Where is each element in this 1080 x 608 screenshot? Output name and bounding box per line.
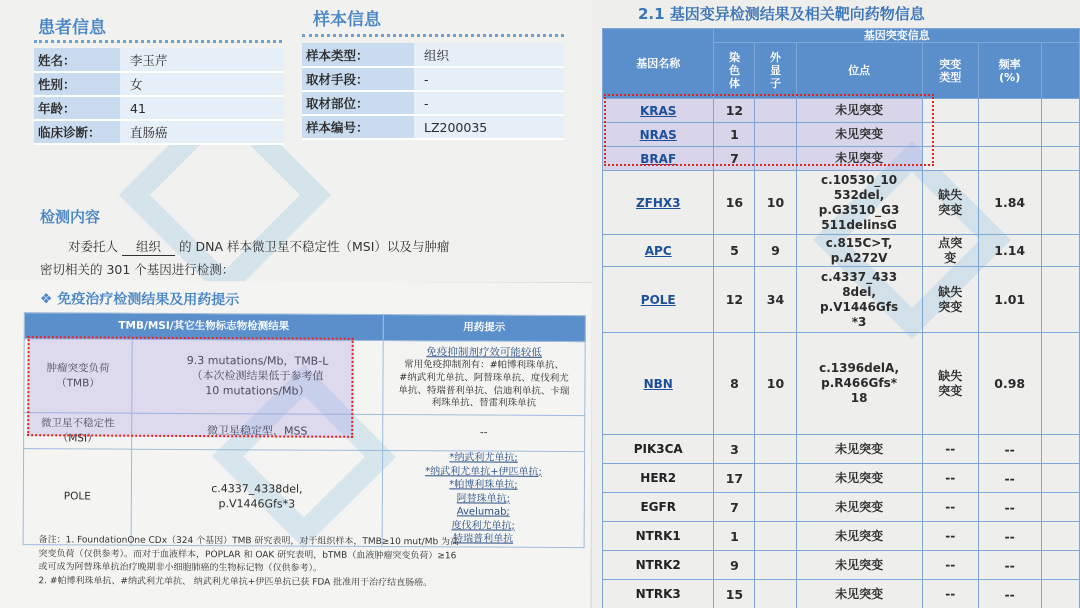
col-extra xyxy=(1041,43,1079,99)
drug-item: *纳武利尤单抗+伊匹单抗; xyxy=(425,465,542,478)
gene-frequency: -- xyxy=(978,580,1041,608)
gene-extra xyxy=(1041,522,1079,551)
gene-exon xyxy=(755,435,796,464)
sample-label: 取材部位： xyxy=(302,91,414,115)
note-line: 备注：1. FoundationOne CDx（324 个基因）TMB 研究表明，对于组织样本，TMB≥10 mut/Mb 为高 xyxy=(38,535,460,548)
sample-label: 样本类型： xyxy=(302,43,414,67)
table-row xyxy=(603,551,1080,580)
pole-drug-list xyxy=(382,451,584,548)
patient-label: 性别： xyxy=(34,72,120,96)
gene-name: POLE xyxy=(603,267,714,333)
patient-info-table xyxy=(34,48,284,145)
gene-variant-panel xyxy=(592,0,1080,608)
gene-chr: 15 xyxy=(714,580,755,608)
ras-braf-highlight xyxy=(604,94,934,166)
gene-chr: 7 xyxy=(714,493,755,522)
gene-extra xyxy=(1041,580,1079,608)
patient-label: 临床诊断： xyxy=(34,120,120,144)
gene-chr: 5 xyxy=(714,235,755,267)
gene-extra xyxy=(1041,435,1079,464)
tmb-hint xyxy=(383,341,585,416)
gene-type: -- xyxy=(922,493,978,522)
immune-section-title: ❖ 免疫治疗检测结果及用药提示 xyxy=(39,291,240,309)
table-row xyxy=(603,333,1080,435)
col-exon: 外 显 子 xyxy=(755,43,796,99)
detection-line-2: 密切相关的 301 个基因进行检测： xyxy=(40,262,235,277)
gene-position: 未见突变 xyxy=(796,99,922,123)
gene-frequency: 1.01 xyxy=(978,267,1041,333)
patient-value: 李玉芹 xyxy=(120,48,284,72)
gene-name: ZFHX3 xyxy=(603,171,714,235)
tmb-hint-title: 免疫抑制剂疗效可能较低 xyxy=(426,346,542,359)
patient-label: 年龄： xyxy=(34,96,120,120)
msi-hint: -- xyxy=(383,415,585,452)
gene-chr: 1 xyxy=(714,123,755,147)
patient-value: 41 xyxy=(120,96,284,120)
patient-label: 姓名： xyxy=(34,48,120,72)
col-position: 位点 xyxy=(796,43,922,99)
gene-type: 缺失 突变 xyxy=(922,267,978,333)
gene-name: KRAS xyxy=(603,99,714,123)
immune-therapy-panel xyxy=(0,280,592,608)
msi-label: 微卫星不稳定性 （MSI） xyxy=(24,413,132,450)
gene-position: 未见突变 xyxy=(796,123,922,147)
gene-position: 未见突变 xyxy=(796,551,922,580)
table-row xyxy=(603,267,1080,333)
gene-position: c.10530_10 532del, p.G3510_G3 511delinsG xyxy=(796,171,922,235)
drug-item: 度伐利尤单抗; xyxy=(451,519,515,532)
sample-value: - xyxy=(414,67,564,91)
gene-name: PIK3CA xyxy=(603,435,714,464)
gene-exon: 9 xyxy=(755,235,796,267)
gene-chr: 3 xyxy=(714,435,755,464)
gene-exon: 10 xyxy=(755,171,796,235)
patient-value: 直肠癌 xyxy=(120,120,284,144)
gene-name: NTRK1 xyxy=(603,522,714,551)
gene-position: 未见突变 xyxy=(796,580,922,608)
gene-extra xyxy=(1041,464,1079,493)
gene-frequency xyxy=(978,123,1041,147)
gene-position: c.4337_433 8del, p.V1446Gfs *3 xyxy=(796,267,922,333)
gene-frequency xyxy=(978,99,1041,123)
gene-extra xyxy=(1041,99,1079,123)
pole-label: POLE xyxy=(23,449,131,545)
note-line: 突变负荷（仅供参考）。而对于血液样本，POPLAR 和 OAK 研究表明，bTMB（血液肿瘤突变负荷）≥16 xyxy=(38,548,457,561)
detection-text: 的 DNA 样本微卫星不稳定性（MSI）以及与肿瘤 xyxy=(179,239,450,254)
tmb-result: 9.3 mutations/Mb，TMB-L （本次检测结果低于参考值 10 mutations/Mb） xyxy=(132,339,383,414)
gene-table-title: 2.1 基因变异检测结果及相关靶向药物信息 xyxy=(638,5,925,23)
gene-chr: 9 xyxy=(714,551,755,580)
table-row xyxy=(603,580,1080,608)
gene-exon xyxy=(755,580,796,608)
sample-value: - xyxy=(414,91,564,115)
col-frequency: 频率 (%) xyxy=(978,43,1041,99)
gene-chr: 16 xyxy=(714,171,755,235)
gene-exon: 10 xyxy=(755,333,796,435)
immune-header-biomarker: TMB/MSI/其它生物标志物检测结果 xyxy=(24,313,383,341)
gene-type: -- xyxy=(922,464,978,493)
gene-exon xyxy=(755,522,796,551)
pole-result: c.4337_4338del, p.V1446Gfs*3 xyxy=(131,449,382,546)
gene-type: -- xyxy=(922,580,978,608)
gene-type: -- xyxy=(922,435,978,464)
gene-exon xyxy=(755,493,796,522)
gene-extra xyxy=(1041,235,1079,267)
gene-position: 未见突变 xyxy=(796,493,922,522)
gene-name: NTRK2 xyxy=(603,551,714,580)
gene-frequency: 1.84 xyxy=(978,171,1041,235)
gene-frequency: -- xyxy=(978,464,1041,493)
gene-type: -- xyxy=(922,522,978,551)
msi-result: 微卫星稳定型，MSS xyxy=(132,413,383,450)
gene-extra xyxy=(1041,147,1079,171)
gene-frequency: 0.98 xyxy=(978,333,1041,435)
immune-note xyxy=(38,534,578,591)
detection-line-1 xyxy=(68,237,449,256)
gene-extra xyxy=(1041,551,1079,580)
gene-extra xyxy=(1041,333,1079,435)
gene-extra xyxy=(1041,267,1079,333)
gene-position: 未见突变 xyxy=(796,435,922,464)
gene-exon: 34 xyxy=(755,267,796,333)
gene-info-group-header: 基因突变信息 xyxy=(714,29,1080,43)
gene-name: HER2 xyxy=(603,464,714,493)
table-row xyxy=(603,493,1080,522)
drug-item: Avelumab; xyxy=(456,506,510,518)
gene-name: APC xyxy=(603,235,714,267)
gene-exon xyxy=(755,551,796,580)
gene-position: c.815C>T, p.A272V xyxy=(796,235,922,267)
gene-position: c.1396delA, p.R466Gfs* 18 xyxy=(796,333,922,435)
sample-info-table xyxy=(302,43,564,140)
gene-chr: 12 xyxy=(714,267,755,333)
col-mutation-type: 突变 类型 xyxy=(922,43,978,99)
gene-frequency: -- xyxy=(978,493,1041,522)
detection-text: 对委托人 xyxy=(68,239,119,254)
gene-position: 未见突变 xyxy=(796,147,922,171)
sample-section-title: 样本信息 xyxy=(313,10,381,30)
gene-extra xyxy=(1041,123,1079,147)
gene-chr: 12 xyxy=(714,99,755,123)
gene-type: 缺失 突变 xyxy=(922,333,978,435)
gene-type: 缺失 突变 xyxy=(922,171,978,235)
tmb-hint-body: 常用免疫抑制剂有：#帕博利珠单抗、 #纳武利尤单抗、阿替珠单抗、度伐利尤 单抗、特瑞普利单抗、信迪利单抗、卡瑞 利珠单抗、替雷利珠单抗 xyxy=(398,359,570,410)
gene-name: NRAS xyxy=(603,123,714,147)
drug-item: 特瑞普利单抗 xyxy=(453,533,514,545)
drug-item: *纳武利尤单抗; xyxy=(449,452,518,464)
table-row xyxy=(603,235,1080,267)
gene-chr: 7 xyxy=(714,147,755,171)
note-line: 2. #帕博利珠单抗、#纳武利尤单抗、 纳武利尤单抗+伊匹单抗已获 FDA 批准用于治疗结直肠癌。 xyxy=(38,575,433,588)
gene-chr: 1 xyxy=(714,522,755,551)
drug-item: 阿替珠单抗; xyxy=(456,492,511,505)
sample-value: 组织 xyxy=(414,43,564,67)
sample-label: 取材手段： xyxy=(302,67,414,91)
gene-position: 未见突变 xyxy=(796,464,922,493)
patient-section-title: 患者信息 xyxy=(38,18,106,38)
gene-chr: 17 xyxy=(714,464,755,493)
sample-label: 样本编号： xyxy=(302,115,414,139)
table-row xyxy=(603,171,1080,235)
gene-frequency: 1.14 xyxy=(978,235,1041,267)
immune-header-hint: 用药提示 xyxy=(383,315,585,342)
gene-frequency: -- xyxy=(978,435,1041,464)
gene-extra xyxy=(1041,171,1079,235)
gene-frequency xyxy=(978,147,1041,171)
gene-frequency: -- xyxy=(978,551,1041,580)
gene-chr: 8 xyxy=(714,333,755,435)
detection-section-title: 检测内容 xyxy=(40,208,101,226)
gene-exon xyxy=(755,464,796,493)
gene-name: NTRK3 xyxy=(603,580,714,608)
drug-item: *帕博利珠单抗; xyxy=(449,479,518,491)
note-line: 或可成为阿替珠单抗治疗晚期非小细胞肺癌的生物标记物（仅供参考）。 xyxy=(38,562,323,574)
table-row xyxy=(603,522,1080,551)
table-row xyxy=(603,464,1080,493)
gene-frequency: -- xyxy=(978,522,1041,551)
gene-name: EGFR xyxy=(603,493,714,522)
patient-divider xyxy=(34,40,282,43)
tmb-msi-highlight xyxy=(27,336,354,438)
gene-type: 点突 变 xyxy=(922,235,978,267)
sample-value: LZ200035 xyxy=(414,115,564,139)
patient-sample-panel xyxy=(0,0,592,282)
gene-extra xyxy=(1041,493,1079,522)
col-chromosome: 染 色 体 xyxy=(714,43,755,99)
detection-sample-type: 组织 xyxy=(122,237,175,256)
col-gene-name: 基因名称 xyxy=(603,29,714,99)
gene-type: -- xyxy=(922,551,978,580)
gene-name: NBN xyxy=(603,333,714,435)
tmb-label: 肿瘤突变负荷 （TMB） xyxy=(24,339,132,414)
gene-name: BRAF xyxy=(603,147,714,171)
gene-position: 未见突变 xyxy=(796,522,922,551)
table-row xyxy=(603,435,1080,464)
sample-divider xyxy=(302,34,564,37)
patient-value: 女 xyxy=(120,72,284,96)
